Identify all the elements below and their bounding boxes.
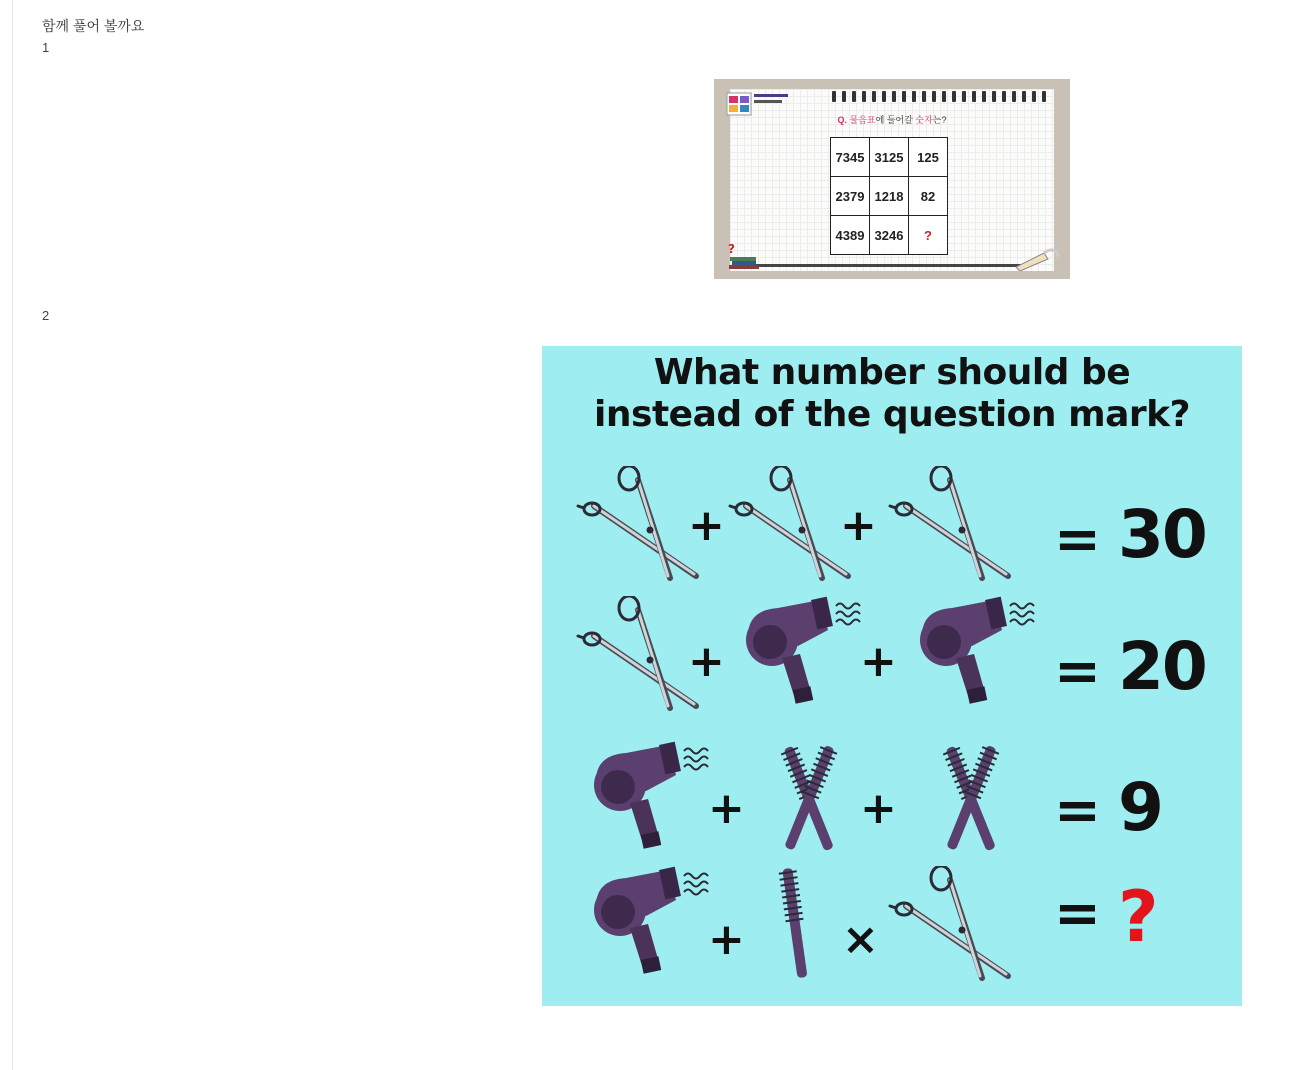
headline-line-2: instead of the question mark? xyxy=(594,394,1190,435)
paper-bottom-line xyxy=(740,264,1028,267)
equation-row xyxy=(542,856,1242,981)
question-word-1: 물음표 xyxy=(849,115,876,125)
equation-result: 9 xyxy=(1118,769,1162,846)
book-stack-icon xyxy=(726,241,762,271)
hair-dryer-icon xyxy=(912,596,1042,711)
plus-operator: + xyxy=(688,636,725,687)
left-border xyxy=(12,0,13,1070)
grid-cell: 1218 xyxy=(870,177,909,216)
question-word-2: 에 들어갈 xyxy=(875,115,916,125)
grid-cell: 3246 xyxy=(870,216,909,255)
svg-text:?: ? xyxy=(728,242,735,256)
scissors-icon xyxy=(888,866,1018,986)
grid-cell-unknown: ? xyxy=(909,216,948,255)
unknown-result: ? xyxy=(1118,876,1157,958)
equation-row xyxy=(542,731,1242,856)
plus-operator: + xyxy=(708,783,745,834)
grid-row xyxy=(831,177,948,216)
question-word-4: 는? xyxy=(932,115,947,125)
hair-tools-puzzle-image[interactable] xyxy=(542,346,1242,1006)
post-title: 함께 풀어 볼까요 xyxy=(42,18,145,34)
section-number-2: 2 xyxy=(42,308,50,323)
question-word-3: 숫자 xyxy=(915,115,933,125)
equation-row xyxy=(542,466,1242,591)
grid-cell: 125 xyxy=(909,138,948,177)
multiply-operator: × xyxy=(842,914,879,965)
scissors-icon xyxy=(728,466,858,586)
plus-operator: + xyxy=(860,636,897,687)
puzzle-headline xyxy=(542,352,1242,436)
grid-cell: 82 xyxy=(909,177,948,216)
grid-cell: 3125 xyxy=(870,138,909,177)
grid-row xyxy=(831,138,948,177)
hair-dryer-icon xyxy=(586,866,716,981)
grid-cell: 4389 xyxy=(831,216,870,255)
scissors-icon xyxy=(888,466,1018,586)
plus-operator: + xyxy=(860,783,897,834)
plus-operator: + xyxy=(688,500,725,551)
equation-row xyxy=(542,596,1242,721)
pencil-icon xyxy=(1014,245,1060,271)
headline-line-1: What number should be xyxy=(653,352,1131,393)
number-grid xyxy=(830,137,948,255)
hair-dryer-icon xyxy=(738,596,868,711)
grid-row xyxy=(831,216,948,255)
equals-sign: = xyxy=(1054,507,1101,572)
plus-operator: + xyxy=(708,914,745,965)
hair-dryer-icon xyxy=(586,741,716,856)
comb-icon xyxy=(760,866,830,986)
question-prefix: Q. xyxy=(837,115,848,125)
grid-cell: 2379 xyxy=(831,177,870,216)
scissors-icon xyxy=(576,466,706,586)
crossed-combs-icon xyxy=(760,741,860,861)
grid-cell: 7345 xyxy=(831,138,870,177)
equation-result: 30 xyxy=(1118,496,1206,573)
korean-quiz-image[interactable] xyxy=(714,79,1070,279)
crossed-combs-icon xyxy=(922,741,1022,861)
equals-sign: = xyxy=(1054,639,1101,704)
caption-lines xyxy=(754,94,792,106)
equation-result: 20 xyxy=(1118,628,1206,705)
plus-operator: + xyxy=(840,500,877,551)
equals-sign: = xyxy=(1054,778,1101,843)
quiz-question xyxy=(714,113,1070,126)
equals-sign: = xyxy=(1054,881,1101,946)
section-number-1: 1 xyxy=(42,40,50,55)
scissors-icon xyxy=(576,596,706,716)
